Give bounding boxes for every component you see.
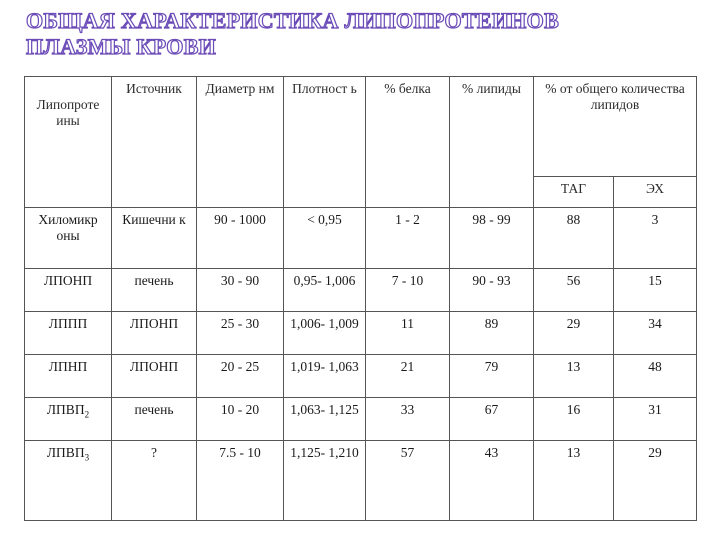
lipoprotein-name: ЛППП [48,316,88,331]
cell-source: Кишечни к [112,208,197,269]
header-tag: ТАГ [534,177,614,208]
table-row [25,269,697,312]
lipoprotein-subscript: 2 [84,409,90,420]
table-row [25,208,697,269]
cell-density: 1,063- 1,125 [284,398,366,441]
cell-density: 1,006- 1,009 [284,312,366,355]
cell-name [25,355,112,398]
cell-diameter: 25 - 30 [197,312,284,355]
cell-ch: 34 [614,312,697,355]
cell-density: 1,125- 1,210 [284,441,366,521]
cell-tag: 29 [534,312,614,355]
cell-tag: 88 [534,208,614,269]
cell-ch: 48 [614,355,697,398]
cell-lipids: 98 - 99 [450,208,534,269]
header-protein: % белка [366,77,450,208]
cell-tag: 56 [534,269,614,312]
header-ch: ЭХ [614,177,697,208]
lipoprotein-name: ЛПОНП [43,273,93,288]
header-lipids: % липиды [450,77,534,208]
lipoprotein-name: ЛПНП [48,359,88,374]
cell-ch: 3 [614,208,697,269]
table-row [25,355,697,398]
cell-tag: 13 [534,441,614,521]
cell-density: 1,019- 1,063 [284,355,366,398]
cell-name [25,312,112,355]
header-lipoprotein: Липопроте ины [25,77,112,208]
cell-lipids: 90 - 93 [450,269,534,312]
page-title-line-2: ПЛАЗМЫ КРОВИ [26,34,217,59]
page-title-line-1: ОБЩАЯ ХАРАКТЕРИСТИКА ЛИПОПРОТЕИНОВ [26,8,560,33]
cell-lipids: 79 [450,355,534,398]
lipoprotein-name: Хиломикр оны [38,212,98,243]
cell-diameter: 30 - 90 [197,269,284,312]
cell-lipids: 43 [450,441,534,521]
cell-name [25,441,112,521]
lipoprotein-table [24,76,697,521]
cell-protein: 11 [366,312,450,355]
header-total-lipids: % от общего количества липидов [534,77,697,177]
cell-source: печень [112,269,197,312]
header-diameter: Диаметр нм [197,77,284,208]
lipoprotein-name: ЛПВП [46,402,85,417]
cell-diameter: 90 - 1000 [197,208,284,269]
cell-source: печень [112,398,197,441]
cell-ch: 29 [614,441,697,521]
cell-lipids: 67 [450,398,534,441]
table-row [25,312,697,355]
cell-diameter: 7.5 - 10 [197,441,284,521]
cell-source: ЛПОНП [112,355,197,398]
cell-tag: 13 [534,355,614,398]
cell-lipids: 89 [450,312,534,355]
cell-ch: 31 [614,398,697,441]
cell-diameter: 20 - 25 [197,355,284,398]
cell-name [25,208,112,269]
lipoprotein-name: ЛПВП [46,445,85,460]
cell-density: 0,95- 1,006 [284,269,366,312]
cell-protein: 21 [366,355,450,398]
cell-protein: 1 - 2 [366,208,450,269]
header-row [25,77,697,177]
table-row [25,441,697,521]
cell-ch: 15 [614,269,697,312]
cell-protein: 7 - 10 [366,269,450,312]
table-row [25,398,697,441]
cell-protein: 33 [366,398,450,441]
cell-name [25,398,112,441]
page-title [26,8,706,60]
cell-source: ЛПОНП [112,312,197,355]
lipoprotein-subscript: 3 [84,452,90,463]
cell-diameter: 10 - 20 [197,398,284,441]
cell-tag: 16 [534,398,614,441]
header-density: Плотност ь [284,77,366,208]
cell-source: ? [112,441,197,521]
cell-protein: 57 [366,441,450,521]
cell-density: < 0,95 [284,208,366,269]
header-source: Источник [112,77,197,208]
cell-name [25,269,112,312]
